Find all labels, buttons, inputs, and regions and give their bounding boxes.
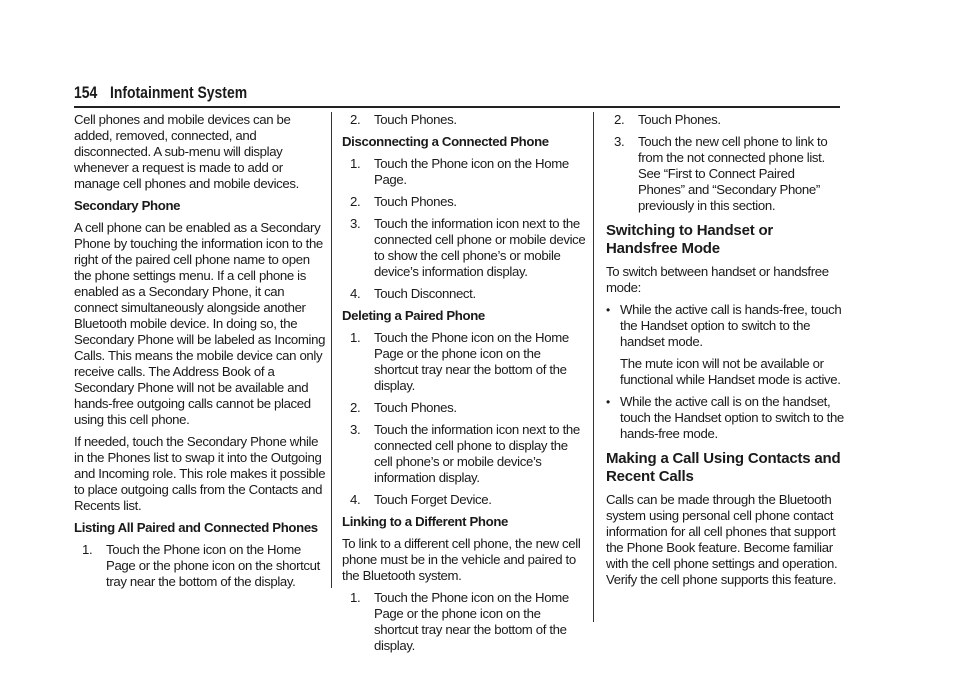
steps-list (342, 330, 586, 508)
step-text: Touch the new cell phone to link to from the not connected phone list. See “First to Connect Paired Phones” and “Secondary Phone” previously in this section. (638, 134, 828, 213)
column-3 (606, 112, 844, 594)
bullet-text: While the active call is hands-free, touch the Handset option to switch to the handset mode. (620, 302, 842, 349)
step-number: 2. (350, 112, 361, 127)
list-item (342, 194, 586, 210)
list-item (606, 134, 844, 214)
paragraph: To switch between handset or handsfree mode: (606, 264, 829, 295)
list-item (342, 112, 586, 128)
steps-list (606, 112, 844, 214)
step-text: Touch Forget Device. (374, 492, 492, 507)
bullet-icon: • (606, 395, 610, 409)
page-header (74, 82, 840, 108)
list-item (342, 286, 586, 302)
step-number: 1. (350, 156, 361, 171)
list-item (606, 112, 844, 128)
step-text: Touch Phones. (374, 112, 457, 127)
list-item (342, 422, 586, 486)
paragraph: Calls can be made through the Bluetooth system using personal cell phone contact information for all cell phones that support the Phone Book feature. Become familiar with the cell phone settings and operation. Verify the cell phone supports this feature. (606, 492, 838, 587)
step-number: 3. (350, 216, 361, 231)
step-text: Touch the information icon next to the connected cell phone or mobile device to show the cell phone’s or mobile device’s information display. (374, 216, 586, 279)
step-text: Touch the Phone icon on the Home Page. (374, 156, 569, 187)
paragraph: If needed, touch the Secondary Phone while in the Phones list to swap it into the Outgoing and Incoming role. This role makes it possible to place outgoing calls from the Contacts and Recents list. (74, 434, 326, 513)
heading-switching-mode: Switching to Handset or Handsfree Mode (606, 222, 774, 257)
column-1 (74, 112, 326, 596)
step-text: Touch the Phone icon on the Home Page or the phone icon on the shortcut tray near the bottom of the display. (374, 330, 569, 393)
list-item (342, 216, 586, 280)
step-number: 4. (350, 492, 361, 507)
subheading-linking: Linking to a Different Phone (342, 514, 509, 529)
step-text: Touch Phones. (638, 112, 721, 127)
list-item (606, 394, 844, 442)
step-text: Touch Phones. (374, 194, 457, 209)
step-number: 4. (350, 286, 361, 301)
column-divider (593, 112, 594, 622)
bullet-text: While the active call is on the handset, touch the Handset option to switch to the hands-free mode. (620, 394, 844, 441)
step-text: Touch Phones. (374, 400, 457, 415)
step-text: Touch the Phone icon on the Home Page or the phone icon on the shortcut tray near the bottom of the display. (106, 542, 320, 589)
step-number: 3. (614, 134, 625, 149)
bullet-note: The mute icon will not be available or functional while Handset mode is active. (620, 356, 841, 387)
subheading-listing-phones: Listing All Paired and Connected Phones (74, 520, 318, 535)
bullet-icon: • (606, 303, 610, 317)
list-item (342, 492, 586, 508)
paragraph: To link to a different cell phone, the new cell phone must be in the vehicle and paired to the Bluetooth system. (342, 536, 581, 583)
subheading-secondary-phone: Secondary Phone (74, 198, 181, 213)
list-item (342, 156, 586, 188)
step-number: 3. (350, 422, 361, 437)
column-2 (342, 112, 586, 660)
paragraph: A cell phone can be enabled as a Secondary Phone by touching the information icon to the right of the paired cell phone name to open the phone settings menu. If a cell phone is enabled as a Secondary Phone, it can connect simultaneously alongside another Bluetooth mobile device. In doing so, the Secondary Phone will be labeled as Incoming Calls. This means the mobile device can only receive calls. The Address Book of a Secondary Phone will not be available and hands-free outgoing calls cannot be placed using this cell phone. (74, 220, 326, 427)
steps-list (342, 112, 586, 128)
step-number: 1. (82, 542, 93, 557)
subheading-deleting: Deleting a Paired Phone (342, 308, 485, 323)
page-number: 154 (74, 83, 98, 102)
list-item (606, 302, 844, 350)
step-number: 2. (350, 400, 361, 415)
step-number: 1. (350, 330, 361, 345)
step-number: 2. (614, 112, 625, 127)
step-number: 1. (350, 590, 361, 605)
step-text: Touch Disconnect. (374, 286, 476, 301)
list-item (342, 590, 586, 654)
list-item (74, 542, 326, 590)
step-text: Touch the Phone icon on the Home Page or the phone icon on the shortcut tray near the bottom of the display. (374, 590, 569, 653)
steps-list (74, 542, 326, 590)
steps-list (342, 590, 586, 654)
list-item (342, 330, 586, 394)
step-text: Touch the information icon next to the connected cell phone to display the cell phone’s or mobile device’s information display. (374, 422, 580, 485)
step-number: 2. (350, 194, 361, 209)
heading-making-call: Making a Call Using Contacts and Recent Calls (606, 450, 841, 485)
subheading-disconnecting: Disconnecting a Connected Phone (342, 134, 549, 149)
list-item (342, 400, 586, 416)
section-title: Infotainment System (110, 83, 248, 102)
steps-list (342, 156, 586, 302)
column-divider (331, 112, 332, 588)
intro-paragraph: Cell phones and mobile devices can be added, removed, connected, and disconnected. A sub-menu will display whenever a request is made to add or manage cell phones and mobile devices. (74, 112, 299, 191)
bullet-list (606, 302, 844, 350)
bullet-list (606, 394, 844, 442)
